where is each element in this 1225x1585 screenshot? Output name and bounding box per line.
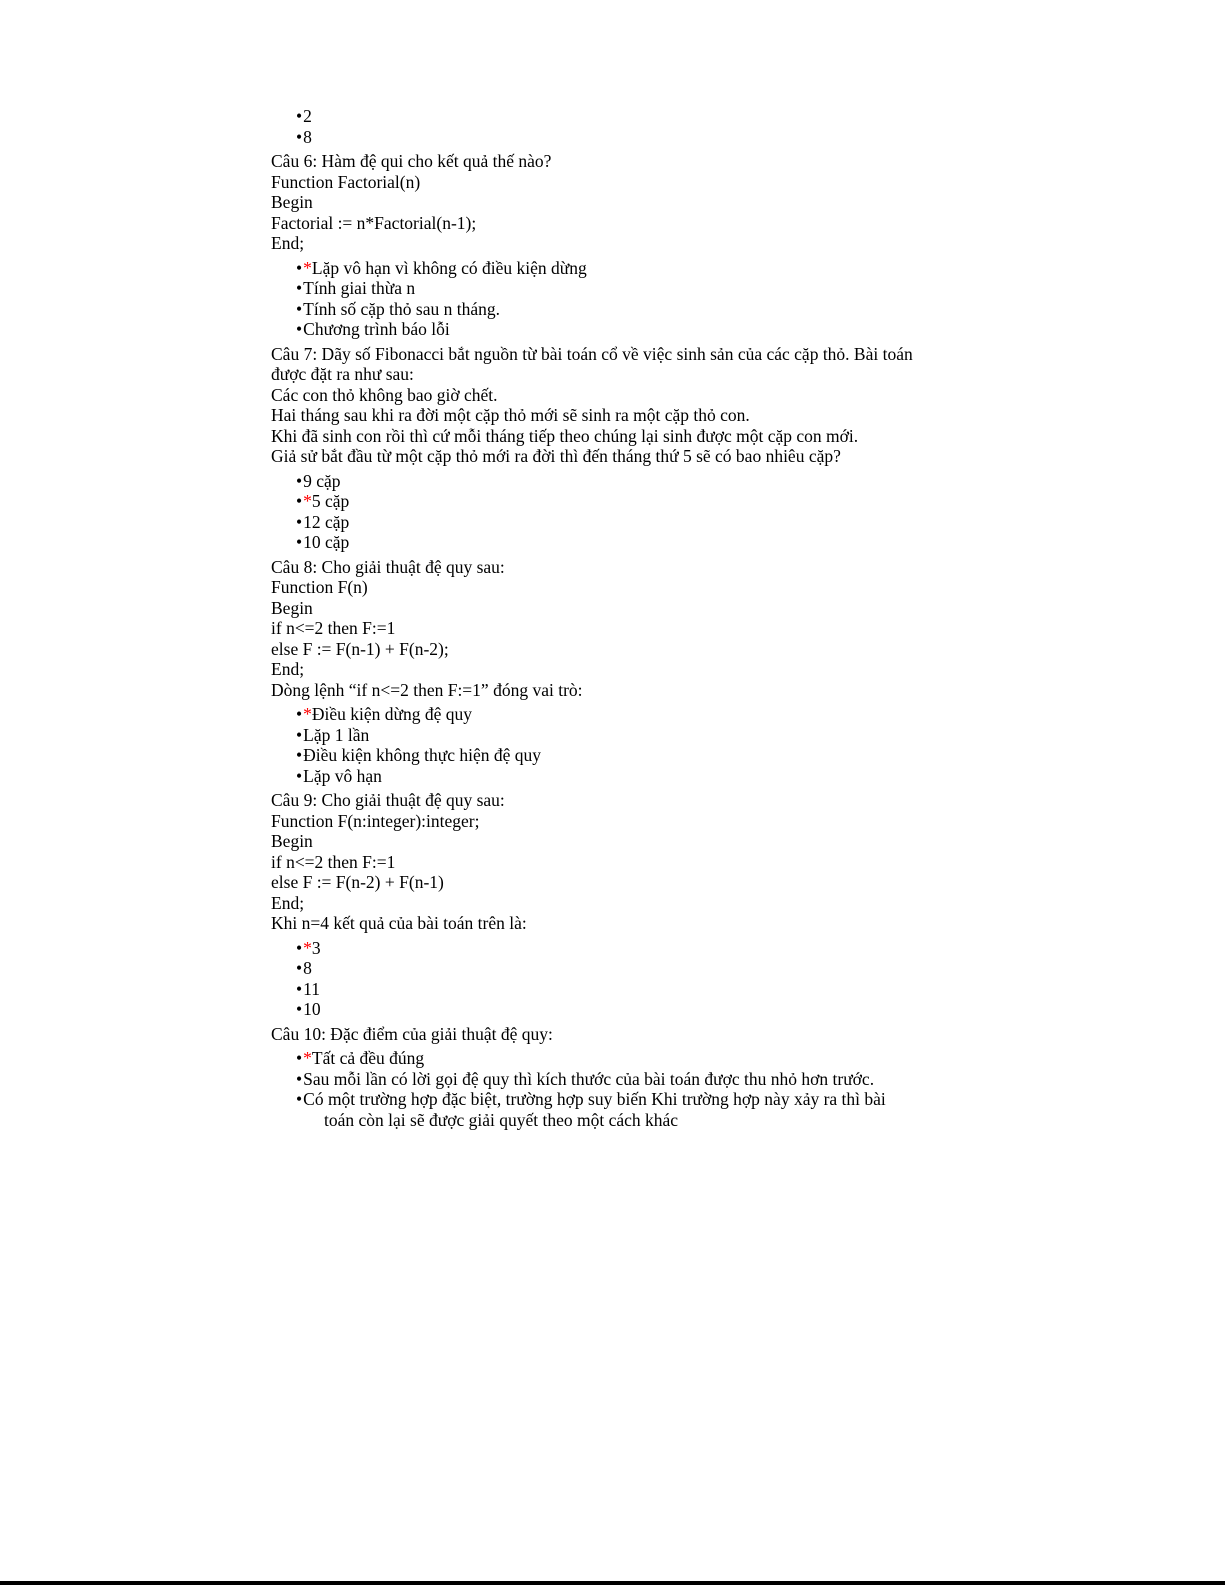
bottom-border: [0, 1581, 1225, 1585]
question-line: Khi đã sinh con rồi thì cứ mỗi tháng tiếp theo chúng lại sinh được một cặp con mới.: [271, 425, 859, 446]
option-item: •Điều kiện không thực hiện đệ quy: [296, 745, 542, 765]
option-item: •12 cặp: [296, 511, 350, 532]
question-9: [271, 790, 971, 1020]
answer-options: [271, 938, 971, 1020]
question-line: Câu 9: Cho giải thuật đệ quy sau:: [271, 790, 505, 810]
document-page: [271, 106, 971, 1130]
code-line: else F := F(n-1) + F(n-2);: [271, 638, 449, 659]
option-item: •10 cặp: [296, 532, 350, 552]
code-line: if n<=2 then F:=1: [271, 618, 396, 638]
answer-options: [271, 1048, 971, 1130]
option-item: •Có một trường hợp đặc biệt, trường hợp suy biến Khi trường hợp này xảy ra thì bài: [296, 1089, 886, 1109]
option-item: •Lặp 1 lần: [296, 724, 370, 745]
answer-options: [271, 471, 971, 553]
question-6: [271, 151, 971, 340]
option-item-correct: •*3: [296, 937, 321, 958]
question-line: được đặt ra như sau:: [271, 364, 414, 384]
question-line: Câu 7: Dãy số Fibonacci bắt nguồn từ bài toán cổ về việc sinh sản của các cặp thỏ. Bài toán: [271, 343, 913, 364]
code-line: Begin: [271, 831, 313, 851]
question-line: Dòng lệnh “if n<=2 then F:=1” đóng vai trò:: [271, 679, 583, 700]
code-line: Factorial := n*Factorial(n-1);: [271, 212, 477, 233]
code-line: Begin: [271, 597, 313, 618]
option-item-correct: •*Tất cả đều đúng: [296, 1048, 425, 1068]
top-options: [271, 106, 971, 147]
question-line: Giả sử bắt đầu từ một cặp thỏ mới ra đời thì đến tháng thứ 5 sẽ có bao nhiêu cặp?: [271, 446, 841, 466]
option-item: •Chương trình báo lỗi: [296, 319, 450, 339]
code-line: End;: [271, 659, 305, 679]
question-line: Câu 6: Hàm đệ qui cho kết quả thế nào?: [271, 151, 552, 171]
option-item: •8: [296, 958, 312, 978]
answer-options: [271, 704, 971, 786]
question-7: [271, 344, 971, 553]
code-line: End;: [271, 892, 305, 913]
code-line: if n<=2 then F:=1: [271, 851, 396, 872]
option-item: •Lặp vô hạn: [296, 765, 382, 786]
question-line: Khi n=4 kết quả của bài toán trên là:: [271, 913, 527, 933]
option-item-correct: •*Lặp vô hạn vì không có điều kiện dừng: [296, 257, 587, 278]
option-item: •2: [296, 106, 312, 126]
code-line: Begin: [271, 192, 313, 212]
code-line: else F := F(n-2) + F(n-1): [271, 872, 444, 892]
code-line: End;: [271, 233, 305, 253]
option-item: •9 cặp: [296, 470, 341, 491]
option-item: •10: [296, 999, 321, 1019]
code-line: Function F(n:integer):integer;: [271, 810, 480, 831]
question-8: [271, 557, 971, 787]
option-item-correct: •*5 cặp: [296, 491, 350, 511]
option-item: •Sau mỗi lần có lời gọi đệ quy thì kích thước của bài toán được thu nhỏ hơn trước.: [296, 1068, 875, 1089]
question-line: Câu 8: Cho giải thuật đệ quy sau:: [271, 556, 505, 577]
option-continuation: toán còn lại sẽ được giải quyết theo một cách khác: [324, 1109, 679, 1130]
question-line: Các con thỏ không bao giờ chết.: [271, 384, 498, 405]
answer-options: [271, 258, 971, 340]
option-item: •Tính số cặp thỏ sau n tháng.: [296, 298, 500, 319]
option-item: •11: [296, 978, 320, 999]
option-item-correct: •*Điều kiện dừng đệ quy: [296, 704, 473, 724]
question-10: [271, 1024, 971, 1131]
code-line: Function Factorial(n): [271, 171, 421, 192]
question-line: Câu 10: Đặc điểm của giải thuật đệ quy:: [271, 1023, 553, 1044]
option-item: •8: [296, 126, 312, 147]
question-line: Hai tháng sau khi ra đời một cặp thỏ mới sẽ sinh ra một cặp thỏ con.: [271, 405, 750, 425]
option-item: •Tính giai thừa n: [296, 278, 416, 298]
code-line: Function F(n): [271, 577, 368, 597]
